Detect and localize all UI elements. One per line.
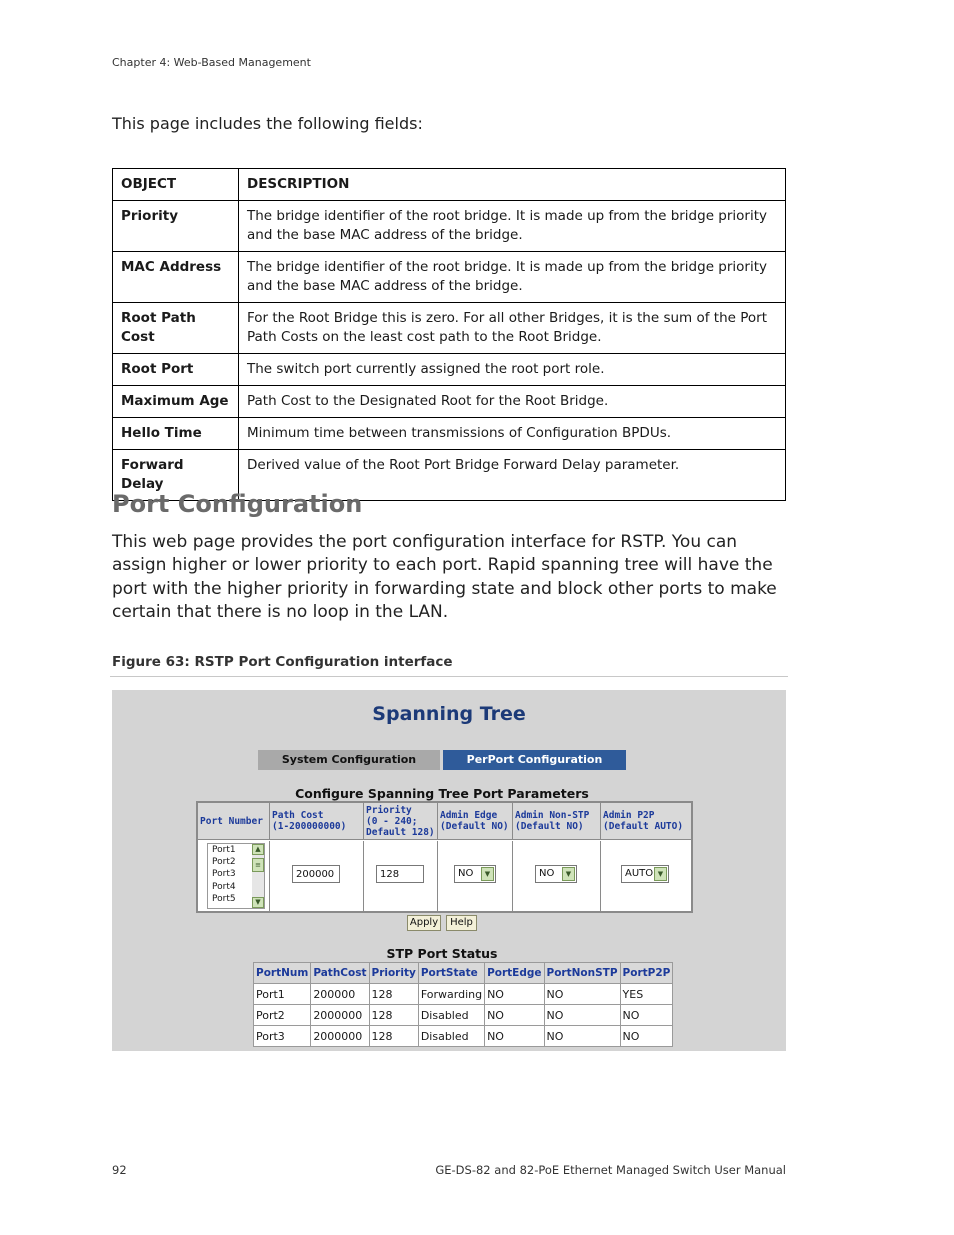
help-button[interactable]: Help: [446, 915, 477, 931]
listbox-scrollbar[interactable]: [252, 844, 264, 908]
config-title: Configure Spanning Tree Port Parameters: [295, 786, 589, 801]
table-row: [113, 354, 786, 386]
header-admin-nonstp: [513, 803, 601, 840]
status-cell: 2000000: [311, 1026, 369, 1047]
object-cell: MAC Address: [113, 252, 239, 303]
section-body: This web page provides the port configuration interface for RSTP. You can assign higher or lower priority to each port. Rapid spanning tree will have the port with the higher priority in forwarding state and block other ports to make certain that there is no loop in the LAN.: [112, 532, 777, 622]
admin-nonstp-value: NO: [539, 868, 555, 879]
intro-text: This page includes the following fields:: [112, 114, 423, 133]
status-cell: YES: [620, 984, 673, 1005]
list-item[interactable]: Port5: [212, 893, 236, 904]
admin-edge-cell: [438, 841, 513, 911]
status-header: PortState: [418, 963, 484, 984]
port-list-cell: [198, 841, 270, 911]
status-cell: Port3: [254, 1026, 311, 1047]
admin-p2p-value: AUTO: [625, 868, 654, 879]
rstp-figure: [112, 690, 786, 1051]
status-cell: Port1: [254, 984, 311, 1005]
table-row: [113, 386, 786, 418]
header-priority-line3: Default 128): [366, 826, 435, 838]
description-cell: The switch port currently assigned the root port role.: [239, 354, 786, 386]
admin-p2p-select[interactable]: [621, 865, 669, 883]
status-header: PortNum: [254, 963, 311, 984]
status-cell: NO: [544, 984, 620, 1005]
header-object: OBJECT: [113, 169, 239, 201]
header-admin-p2p-line1: Admin P2P: [603, 810, 655, 821]
path-cost-input[interactable]: 200000: [292, 865, 340, 883]
object-cell: Root Path Cost: [113, 303, 239, 354]
status-cell: 128: [369, 1005, 418, 1026]
header-admin-edge: [438, 803, 513, 840]
manual-title: GE-DS-82 and 82-PoE Ethernet Managed Switch User Manual: [435, 1163, 786, 1177]
stp-status-table: [253, 962, 673, 1047]
description-cell: The bridge identifier of the root bridge. It is made up from the bridge priority and the base MAC address of the bridge.: [239, 201, 786, 252]
scroll-thumb[interactable]: ≡: [252, 858, 264, 872]
header-path-cost: [270, 803, 364, 840]
page-number: 92: [112, 1163, 127, 1177]
status-cell: NO: [485, 1005, 544, 1026]
status-cell: NO: [485, 1026, 544, 1047]
status-cell: 128: [369, 1026, 418, 1047]
table-row: [254, 1005, 673, 1026]
description-cell: Minimum time between transmissions of Configuration BPDUs.: [239, 418, 786, 450]
description-cell: Derived value of the Root Port Bridge Forward Delay parameter.: [239, 450, 786, 501]
status-header: PortP2P: [620, 963, 673, 984]
header-path-cost-line2: (1-200000000): [272, 821, 347, 832]
status-cell: NO: [620, 1026, 673, 1047]
status-header-row: [254, 963, 673, 984]
figure-caption: Figure 63: RSTP Port Configuration interface: [112, 654, 453, 670]
status-cell: 200000: [311, 984, 369, 1005]
status-cell: Disabled: [418, 1026, 484, 1047]
status-header: PathCost: [311, 963, 369, 984]
status-header: PortEdge: [485, 963, 544, 984]
status-cell: 2000000: [311, 1005, 369, 1026]
tab-system-configuration[interactable]: System Configuration: [258, 750, 440, 770]
description-cell: For the Root Bridge this is zero. For all other Bridges, it is the sum of the Port Path Costs on the least cost path to the Root Bridge.: [239, 303, 786, 354]
object-cell: Forward Delay: [113, 450, 239, 501]
object-cell: Root Port: [113, 354, 239, 386]
running-header: Chapter 4: Web-Based Management: [112, 56, 311, 69]
apply-button[interactable]: Apply: [407, 915, 441, 931]
figure-title: Spanning Tree: [372, 703, 526, 725]
port-listbox[interactable]: [207, 843, 265, 909]
header-admin-nonstp-line1: Admin Non-STP: [515, 810, 590, 821]
table-row: [254, 984, 673, 1005]
header-admin-edge-line1: Admin Edge: [440, 810, 498, 821]
object-cell: Maximum Age: [113, 386, 239, 418]
header-admin-edge-line2: (Default NO): [440, 821, 509, 832]
admin-nonstp-cell: [513, 841, 601, 911]
status-cell: Forwarding: [418, 984, 484, 1005]
table-header-row: [113, 169, 786, 201]
chevron-down-icon: ▼: [481, 867, 494, 881]
object-cell: Hello Time: [113, 418, 239, 450]
list-item[interactable]: Port1: [212, 845, 236, 855]
caption-divider: [110, 676, 788, 677]
status-cell: NO: [544, 1026, 620, 1047]
header-priority-line1: Priority: [366, 804, 412, 816]
admin-edge-select[interactable]: [454, 865, 496, 883]
description-cell: The bridge identifier of the root bridge. It is made up from the bridge priority and the base MAC address of the bridge.: [239, 252, 786, 303]
list-item[interactable]: Port4: [212, 881, 236, 892]
header-path-cost-line1: Path Cost: [272, 810, 324, 821]
fields-table: [112, 168, 786, 501]
table-row: [113, 418, 786, 450]
status-cell: NO: [485, 984, 544, 1005]
table-row: [113, 201, 786, 252]
status-cell: 128: [369, 984, 418, 1005]
status-header: PortNonSTP: [544, 963, 620, 984]
status-cell: Port2: [254, 1005, 311, 1026]
admin-p2p-cell: [601, 841, 691, 911]
chevron-down-icon: ▼: [654, 867, 667, 881]
table-row: [254, 1026, 673, 1047]
header-admin-nonstp-line2: (Default NO): [515, 821, 584, 832]
list-item[interactable]: Port3: [212, 869, 236, 880]
scroll-up-icon[interactable]: ▲: [252, 844, 264, 855]
priority-input[interactable]: 128: [376, 865, 424, 883]
admin-edge-value: NO: [458, 868, 474, 879]
header-port-number: [198, 803, 270, 840]
tab-perport-configuration[interactable]: PerPort Configuration: [443, 750, 626, 770]
config-panel: [196, 801, 693, 913]
header-priority-line2: (0 - 240;: [366, 815, 418, 827]
section-title: Port Configuration: [112, 490, 363, 518]
list-item[interactable]: Port2: [212, 857, 236, 868]
header-admin-p2p-line2: (Default AUTO): [603, 821, 684, 832]
header-port-number-label: Port Number: [200, 815, 263, 827]
path-cost-cell: [270, 841, 364, 911]
scroll-down-icon[interactable]: ▼: [252, 897, 264, 908]
table-row: [113, 252, 786, 303]
object-cell: Priority: [113, 201, 239, 252]
status-cell: NO: [620, 1005, 673, 1026]
description-cell: Path Cost to the Designated Root for the Root Bridge.: [239, 386, 786, 418]
status-header: Priority: [369, 963, 418, 984]
admin-nonstp-select[interactable]: [535, 865, 577, 883]
table-row: [113, 303, 786, 354]
priority-cell: [364, 841, 438, 911]
header-admin-p2p: [601, 803, 691, 840]
header-priority: [364, 803, 438, 840]
status-cell: NO: [544, 1005, 620, 1026]
chevron-down-icon: ▼: [562, 867, 575, 881]
header-description: DESCRIPTION: [239, 169, 786, 201]
status-title: STP Port Status: [386, 946, 498, 961]
status-cell: Disabled: [418, 1005, 484, 1026]
